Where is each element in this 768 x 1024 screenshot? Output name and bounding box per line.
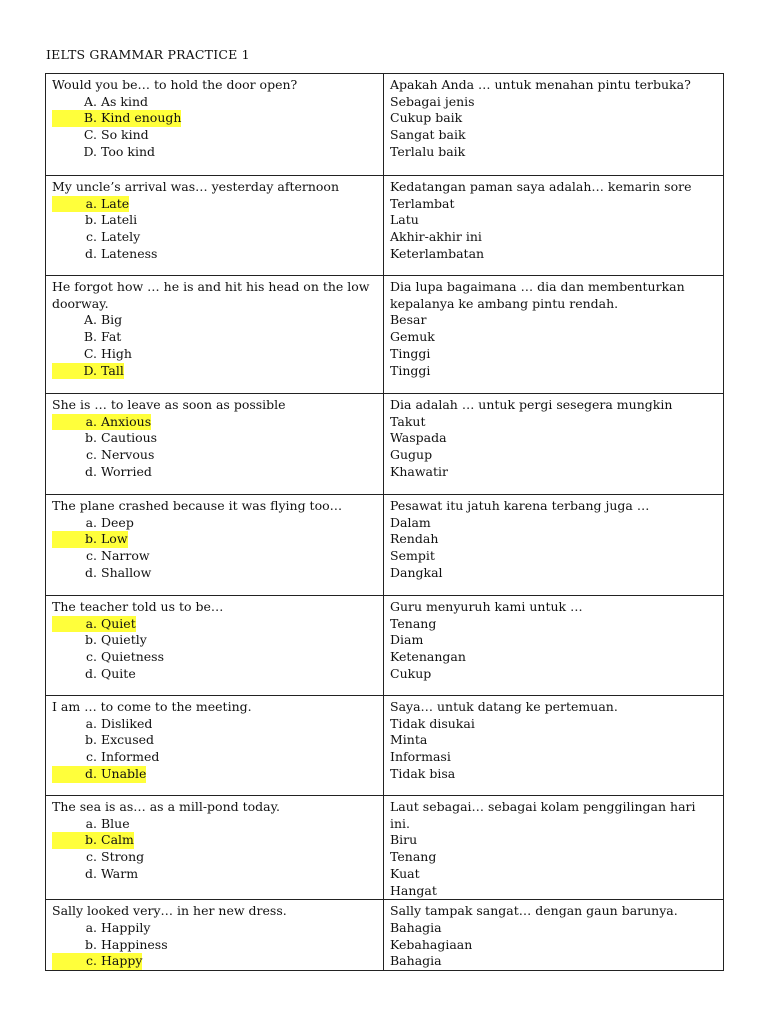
option-item (52, 464, 377, 481)
option-row (52, 127, 149, 144)
option-marker: D. (83, 143, 97, 159)
question-cell (46, 900, 384, 971)
translation-option: Hangat (390, 882, 437, 898)
option-label: Disliked (101, 715, 153, 731)
option-item (52, 937, 377, 954)
translation-cell (384, 900, 724, 971)
translation-option: Tidak disukai (390, 715, 475, 731)
option-item (52, 246, 377, 263)
option-marker: b. (85, 632, 97, 648)
option-label: Lately (101, 229, 141, 245)
translation-option: Minta (390, 732, 428, 748)
option-row (52, 548, 150, 565)
translation-option: Sempit (390, 548, 435, 564)
question-row (46, 495, 724, 596)
option-label: Anxious (101, 413, 152, 429)
question-row (46, 900, 724, 971)
option-label: Calm (101, 832, 134, 848)
translation-option: Waspada (390, 430, 447, 446)
option-row (52, 144, 155, 161)
translation-cell (384, 394, 724, 495)
question-text: The teacher told us to be… (52, 599, 224, 614)
option-row (52, 732, 154, 749)
option-row (52, 346, 132, 363)
question-cell (46, 74, 384, 176)
option-row (52, 531, 128, 548)
translation-question: Dia adalah … untuk pergi sesegera mungkin (390, 397, 673, 412)
question-text: He forgot how … he is and hit his head on the low doorway. (52, 279, 370, 311)
translation-cell (384, 176, 724, 276)
translation-question: Pesawat itu jatuh karena terbang juga … (390, 498, 650, 513)
question-row (46, 796, 724, 900)
translation-option: Cukup (390, 665, 432, 681)
option-label: Excused (101, 732, 155, 748)
option-marker: b. (85, 531, 97, 547)
option-label: Low (101, 531, 128, 547)
option-marker: a. (85, 413, 97, 429)
translation-question: Guru menyuruh kami untuk … (390, 599, 583, 614)
option-list (52, 716, 377, 783)
option-item (52, 127, 377, 144)
option-item (52, 849, 377, 866)
option-marker: a. (85, 514, 97, 530)
option-row (52, 565, 151, 582)
option-label: Narrow (101, 548, 150, 564)
translation-option: Tinggi (390, 362, 431, 378)
option-label: Strong (101, 849, 145, 865)
translation-option: Tidak bisa (390, 765, 456, 781)
option-list (52, 94, 377, 161)
option-marker: b. (85, 430, 97, 446)
question-row (46, 596, 724, 696)
translation-question: Kedatangan paman saya adalah… kemarin sore (390, 179, 692, 194)
option-marker: c. (86, 229, 97, 245)
option-item (52, 346, 377, 363)
option-row (52, 632, 147, 649)
translation-option: Gemuk (390, 329, 435, 345)
translation-option: Terlalu baik (390, 143, 466, 159)
option-item (52, 144, 377, 161)
translation-cell (384, 276, 724, 394)
translation-option: Tenang (390, 615, 437, 631)
option-label: Worried (101, 463, 152, 479)
option-row (52, 849, 144, 866)
option-item (52, 329, 377, 346)
translation-option: Sebagai jenis (390, 93, 475, 109)
translation-option: Akhir-akhir ini (390, 229, 482, 245)
option-row (52, 616, 136, 633)
translation-list (390, 832, 717, 899)
option-item (52, 732, 377, 749)
option-row (52, 649, 164, 666)
translation-question: Laut sebagai… sebagai kolam penggilingan hari ini. (390, 799, 696, 831)
translation-list (390, 716, 717, 783)
translation-cell (384, 74, 724, 176)
option-marker: B. (83, 110, 97, 126)
option-marker: a. (85, 195, 97, 211)
practice-table-body (46, 74, 724, 971)
translation-option: Takut (390, 413, 426, 429)
option-row (52, 246, 157, 263)
translation-option: Cukup baik (390, 110, 463, 126)
translation-list (390, 94, 717, 161)
option-marker: a. (85, 919, 97, 935)
translation-list (390, 616, 717, 683)
option-label: Big (101, 312, 123, 328)
translation-option: Terlambat (390, 195, 455, 211)
option-marker: b. (85, 936, 97, 952)
question-text: The sea is as… as a mill-pond today. (52, 799, 280, 814)
option-marker: A. (83, 312, 97, 328)
translation-list (390, 312, 717, 379)
option-marker: c. (86, 749, 97, 765)
option-label: Cautious (101, 430, 158, 446)
option-marker: d. (85, 865, 97, 881)
option-item-answer (52, 414, 377, 431)
option-marker: c. (86, 649, 97, 665)
option-item (52, 447, 377, 464)
option-row (52, 447, 154, 464)
option-marker: D. (83, 362, 97, 378)
option-item (52, 816, 377, 833)
option-label: Happily (101, 919, 151, 935)
option-marker: d. (85, 463, 97, 479)
option-row (52, 816, 130, 833)
translation-option: Dangkal (390, 564, 443, 580)
translation-option: Diam (390, 632, 424, 648)
option-label: Happy (101, 953, 143, 969)
translation-option: Tenang (390, 849, 437, 865)
question-row (46, 176, 724, 276)
option-marker: d. (85, 765, 97, 781)
option-list (52, 312, 377, 379)
option-label: Informed (101, 749, 160, 765)
option-row (52, 212, 137, 229)
option-item-answer (52, 616, 377, 633)
option-item-answer (52, 110, 377, 127)
option-label: High (101, 345, 132, 361)
option-marker: a. (85, 815, 97, 831)
option-marker: C. (83, 345, 97, 361)
option-item-answer (52, 766, 377, 783)
option-marker: b. (85, 212, 97, 228)
option-label: Tall (101, 362, 124, 378)
option-label: Unable (101, 765, 147, 781)
question-text: My uncle’s arrival was… yesterday afternoon (52, 179, 340, 194)
option-list (52, 816, 377, 883)
option-label: Kind enough (101, 110, 182, 126)
option-row (52, 937, 168, 954)
option-item (52, 866, 377, 883)
option-label: Nervous (101, 447, 155, 463)
option-item (52, 312, 377, 329)
option-item (52, 548, 377, 565)
translation-option: Tinggi (390, 345, 431, 361)
option-row (52, 766, 146, 783)
option-label: So kind (101, 127, 149, 143)
option-item (52, 94, 377, 111)
option-marker: c. (86, 849, 97, 865)
option-marker: C. (83, 127, 97, 143)
translation-list (390, 414, 717, 481)
question-row (46, 394, 724, 495)
translation-cell (384, 796, 724, 900)
option-label: Shallow (101, 564, 152, 580)
option-row (52, 716, 152, 733)
option-row (52, 464, 152, 481)
option-label: Quietly (101, 632, 147, 648)
question-cell (46, 696, 384, 796)
translation-option: Besar (390, 312, 427, 328)
translation-question: Dia lupa bagaimana … dia dan membenturkan kepalanya ke ambang pintu rendah. (390, 279, 685, 311)
translation-option: Sangat baik (390, 127, 466, 143)
option-item-answer (52, 531, 377, 548)
translation-option: Kuat (390, 865, 420, 881)
option-label: Fat (101, 329, 122, 345)
option-row (52, 866, 138, 883)
option-list (52, 920, 377, 970)
option-list (52, 515, 377, 582)
option-label: Lateness (101, 245, 158, 261)
question-cell (46, 276, 384, 394)
question-text: She is … to leave as soon as possible (52, 397, 286, 412)
option-label: Lateli (101, 212, 138, 228)
option-item (52, 716, 377, 733)
translation-list (390, 515, 717, 582)
translation-cell (384, 696, 724, 796)
translation-question: Apakah Anda … untuk menahan pintu terbuka? (390, 77, 691, 92)
translation-option: Kebahagiaan (390, 936, 473, 952)
option-row (52, 920, 150, 937)
translation-option: Bahagia (390, 953, 442, 969)
option-marker: a. (85, 615, 97, 631)
option-item-answer (52, 363, 377, 380)
translation-option: Keterlambatan (390, 245, 485, 261)
option-item-answer (52, 832, 377, 849)
question-cell (46, 495, 384, 596)
option-row (52, 196, 129, 213)
translation-list (390, 196, 717, 263)
option-label: Warm (101, 865, 139, 881)
option-label: Blue (101, 815, 130, 831)
option-item-answer (52, 953, 377, 970)
option-row (52, 312, 122, 329)
option-row (52, 430, 157, 447)
option-item (52, 212, 377, 229)
option-row (52, 515, 134, 532)
option-row (52, 414, 151, 431)
translation-option: Khawatir (390, 463, 448, 479)
option-marker: A. (83, 93, 97, 109)
option-item (52, 649, 377, 666)
option-marker: d. (85, 564, 97, 580)
option-row (52, 953, 142, 970)
question-cell (46, 796, 384, 900)
page-title: IELTS GRAMMAR PRACTICE 1 (46, 47, 250, 62)
option-row (52, 666, 136, 683)
option-label: Quiet (101, 615, 136, 631)
option-marker: d. (85, 245, 97, 261)
practice-table (45, 73, 724, 971)
option-marker: c. (86, 548, 97, 564)
question-row (46, 74, 724, 176)
option-row (52, 363, 124, 380)
translation-option: Informasi (390, 749, 451, 765)
option-label: Too kind (101, 143, 156, 159)
option-item (52, 430, 377, 447)
question-cell (46, 176, 384, 276)
option-label: Quite (101, 665, 136, 681)
option-label: Happiness (101, 936, 168, 952)
question-text: The plane crashed because it was flying too… (52, 498, 343, 513)
option-marker: d. (85, 665, 97, 681)
option-item-answer (52, 196, 377, 213)
option-label: Deep (101, 514, 134, 530)
translation-cell (384, 495, 724, 596)
option-item (52, 565, 377, 582)
option-item (52, 632, 377, 649)
option-row (52, 229, 140, 246)
translation-question: Sally tampak sangat… dengan gaun barunya. (390, 903, 678, 919)
option-item (52, 749, 377, 766)
translation-option: Biru (390, 832, 418, 848)
question-text: Sally looked very… in her new dress. (52, 903, 287, 919)
option-label: As kind (101, 93, 149, 109)
option-marker: b. (85, 732, 97, 748)
question-text: I am … to come to the meeting. (52, 699, 252, 714)
option-list (52, 196, 377, 263)
option-item (52, 515, 377, 532)
option-row (52, 110, 181, 127)
option-item (52, 920, 377, 937)
option-row (52, 94, 148, 111)
translation-option: Dalam (390, 514, 431, 530)
option-row (52, 329, 121, 346)
translation-option: Rendah (390, 531, 439, 547)
option-list (52, 414, 377, 481)
question-cell (46, 596, 384, 696)
translation-option: Latu (390, 212, 419, 228)
option-marker: B. (83, 329, 97, 345)
option-item (52, 229, 377, 246)
option-row (52, 832, 134, 849)
translation-option: Ketenangan (390, 649, 466, 665)
option-list (52, 616, 377, 683)
translation-cell (384, 596, 724, 696)
question-cell (46, 394, 384, 495)
option-row (52, 749, 159, 766)
option-item (52, 666, 377, 683)
translation-list (390, 920, 717, 970)
question-row (46, 696, 724, 796)
option-label: Late (101, 195, 130, 211)
question-text: Would you be… to hold the door open? (52, 77, 298, 92)
option-label: Quietness (101, 649, 164, 665)
question-row (46, 276, 724, 394)
option-marker: c. (86, 953, 97, 969)
translation-option: Gugup (390, 447, 433, 463)
option-marker: c. (86, 447, 97, 463)
translation-option: Bahagia (390, 919, 442, 935)
translation-question: Saya… untuk datang ke pertemuan. (390, 699, 618, 714)
option-marker: a. (85, 715, 97, 731)
option-marker: b. (85, 832, 97, 848)
